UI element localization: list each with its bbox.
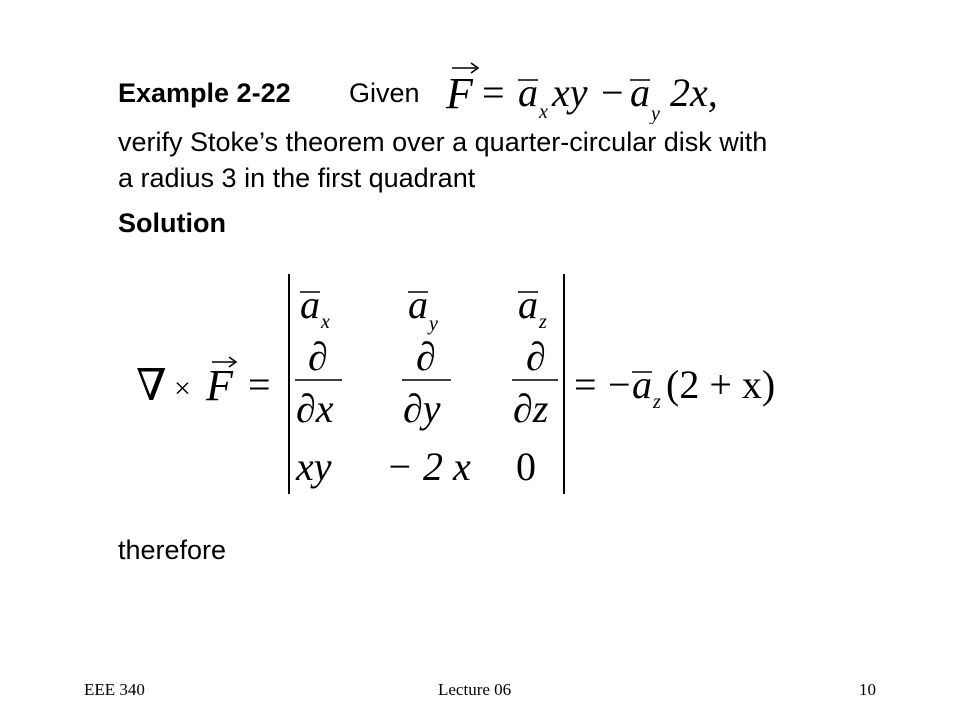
det-comp-y: − 2 x (386, 444, 471, 489)
det-a-z (518, 282, 547, 333)
det-a-y (408, 282, 438, 335)
curl-F-letter: F (206, 361, 233, 410)
result-minus: − (608, 362, 631, 407)
given-equals: = (482, 70, 505, 115)
given-label: Given (349, 78, 420, 108)
solution-heading: Solution (118, 208, 226, 238)
example-heading: Example 2-22 (118, 78, 291, 108)
det-partial-x (295, 334, 342, 431)
det-dx-den: ∂x (296, 386, 334, 431)
therefore-text: therefore (118, 535, 227, 565)
det-row-3 (295, 444, 536, 489)
result-a-z (632, 362, 661, 413)
given-ax-letter: a (518, 70, 538, 115)
curl-equals-2: = (574, 362, 597, 407)
given-ay-sub: y (651, 103, 660, 124)
given-a-y (630, 70, 660, 124)
det-a-x (300, 282, 330, 333)
result-az-letter: a (632, 362, 652, 407)
det-ay-letter: a (408, 282, 428, 327)
curl-times: × (174, 372, 191, 405)
given-minus: − (601, 70, 624, 115)
given-ax-sub: x (539, 101, 548, 123)
det-dz-num: ∂ (526, 334, 546, 379)
given-F (445, 63, 478, 118)
curl-nabla: ∇ (136, 361, 167, 410)
footer-course: EEE 340 (84, 680, 145, 699)
det-ax-letter: a (300, 282, 320, 327)
given-a-x (518, 70, 548, 123)
det-az-letter: a (518, 282, 538, 327)
result-factor: (2 + x) (666, 362, 776, 407)
det-row-2 (295, 334, 558, 431)
given-F-letter: F (446, 69, 473, 118)
curl-equals-1: = (248, 362, 271, 407)
given-equation (438, 58, 758, 124)
problem-line-2: a radius 3 in the first quadrant (118, 163, 476, 193)
det-comp-z: 0 (516, 444, 536, 489)
footer-lecture: Lecture 06 (438, 680, 512, 699)
curl-equation (130, 270, 830, 500)
given-2x: 2x, (670, 70, 718, 115)
det-dy-den: ∂y (403, 386, 441, 431)
det-az-sub: z (539, 311, 547, 333)
det-dz-den: ∂z (513, 386, 549, 431)
det-partial-z (512, 334, 558, 431)
det-ax-sub: x (321, 311, 330, 333)
det-dy-num: ∂ (416, 334, 436, 379)
problem-statement (118, 124, 918, 196)
result-az-sub: z (653, 391, 661, 413)
det-ay-sub: y (429, 313, 438, 335)
det-row-1 (300, 282, 547, 335)
det-dx-num: ∂ (308, 334, 328, 379)
footer-page-number: 10 (859, 680, 876, 699)
given-ay-letter: a (630, 70, 650, 115)
given-xy: xy (552, 70, 588, 115)
curl-F (205, 357, 236, 410)
det-partial-y (402, 334, 451, 431)
det-comp-x: xy (296, 444, 332, 489)
problem-line-1: verify Stoke’s theorem over a quarter-circular disk with (118, 127, 768, 157)
